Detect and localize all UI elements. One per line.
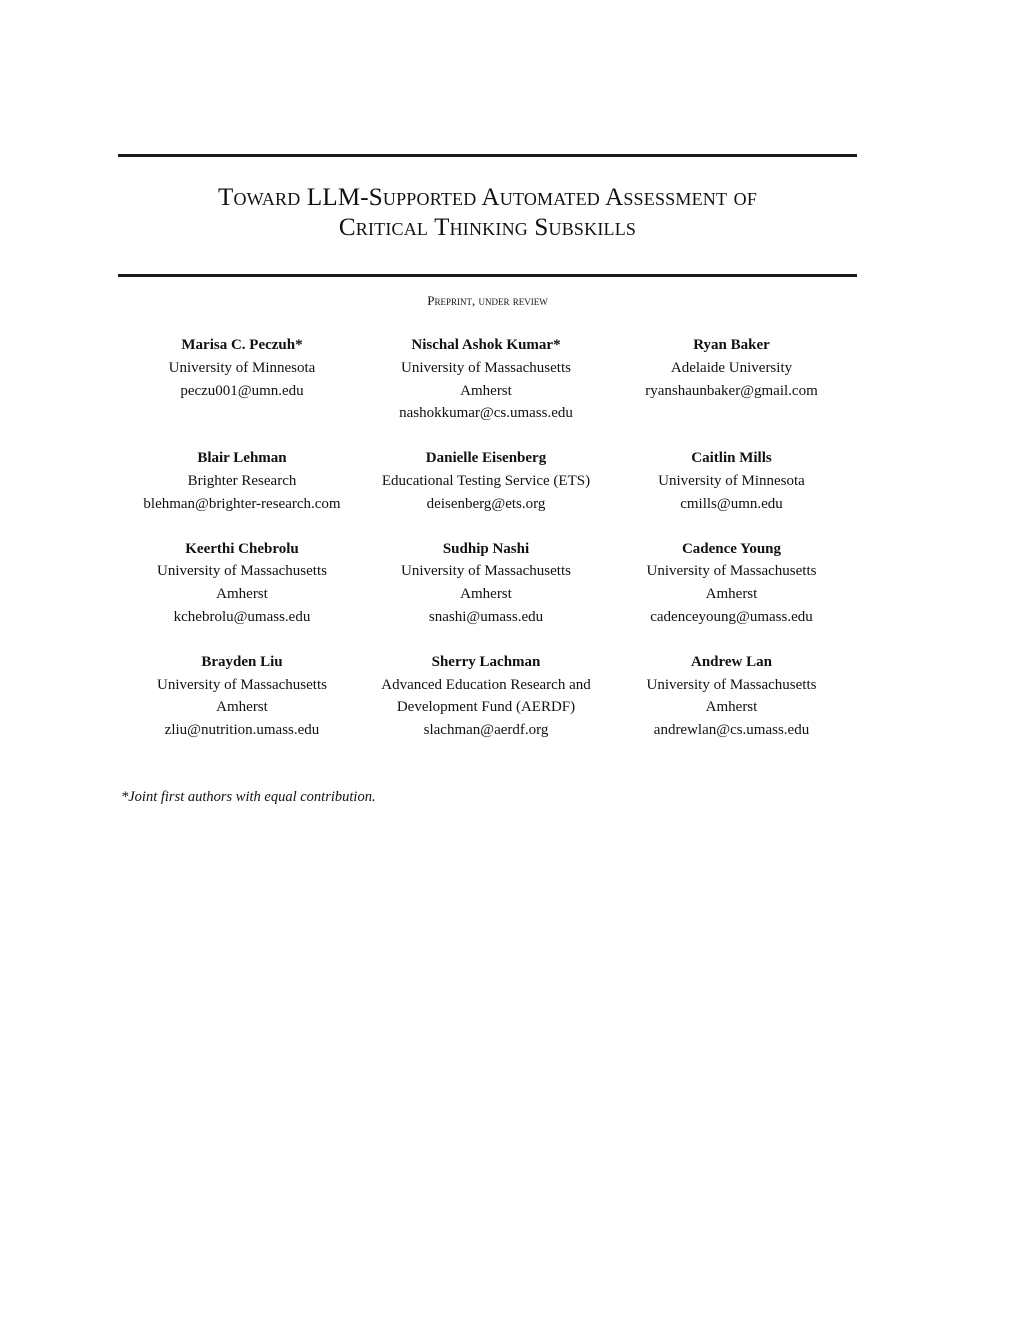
author-affiliation: University of Massachusetts <box>157 676 327 693</box>
author-affiliation: Advanced Education Research and <box>381 676 591 693</box>
author-block <box>606 651 857 742</box>
author-block <box>366 538 606 629</box>
author-block <box>118 334 366 425</box>
author-affiliation: University of Massachusetts <box>401 359 571 376</box>
author-affiliation: Educational Testing Service (ETS) <box>381 472 591 489</box>
author-email: deisenberg@ets.org <box>426 495 546 512</box>
author-block <box>366 334 606 425</box>
author-block <box>118 651 366 742</box>
author-name: Andrew Lan <box>691 653 772 670</box>
author-email: slachman@aerdf.org <box>423 722 549 739</box>
paper-title <box>118 183 857 243</box>
author-name: Cadence Young <box>681 540 782 557</box>
bottom-rule <box>118 274 857 277</box>
author-email: snashi@umass.edu <box>428 608 544 625</box>
author-affiliation: Amherst <box>705 699 758 716</box>
author-affiliation: Amherst <box>216 699 268 716</box>
author-email: kchebrolu@umass.edu <box>173 608 311 625</box>
author-email: blehman@brighter-research.com <box>143 495 341 512</box>
preprint-status: Preprint, under review <box>427 293 548 308</box>
author-affiliation: Development Fund (AERDF) <box>396 699 576 716</box>
author-email: nashokkumar@cs.umass.edu <box>399 405 573 422</box>
author-affiliation: Amherst <box>460 586 512 603</box>
author-email: andrewlan@cs.umass.edu <box>653 722 810 739</box>
author-block <box>366 651 606 742</box>
author-name: Danielle Eisenberg <box>425 450 547 467</box>
author-name: Blair Lehman <box>197 450 287 467</box>
author-affiliation: University of Massachusetts <box>646 563 817 580</box>
author-block <box>606 334 857 425</box>
author-block <box>118 538 366 629</box>
author-name: Nischal Ashok Kumar* <box>411 337 561 353</box>
author-affiliation: University of Minnesota <box>168 359 316 376</box>
author-email: zliu@nutrition.umass.edu <box>164 722 320 739</box>
author-affiliation: University of Minnesota <box>658 472 805 489</box>
author-affiliation: Amherst <box>216 586 268 603</box>
top-rule <box>118 154 857 157</box>
title-line-1: Toward LLM-Supported Automated Assessment of <box>217 184 758 211</box>
author-block <box>606 447 857 515</box>
title-line-2: Critical Thinking Subskills <box>338 214 637 241</box>
author-affiliation: Amherst <box>460 382 512 399</box>
author-email: ryanshaunbaker@gmail.com <box>645 382 818 399</box>
author-affiliation: Amherst <box>705 586 758 603</box>
author-name: Sudhip Nashi <box>442 540 530 557</box>
author-affiliation: Brighter Research <box>187 472 297 489</box>
author-affiliation: Adelaide University <box>670 359 793 376</box>
author-name: Marisa C. Peczuh* <box>181 337 303 353</box>
author-name: Sherry Lachman <box>431 653 541 670</box>
author-name: Keerthi Chebrolu <box>185 540 299 557</box>
author-email: cmills@umn.edu <box>680 495 783 512</box>
author-name: Brayden Liu <box>201 653 283 670</box>
author-affiliation: University of Massachusetts <box>157 563 327 580</box>
author-email: cadenceyoung@umass.edu <box>650 608 813 625</box>
author-block <box>606 538 857 629</box>
author-affiliation: University of Massachusetts <box>401 563 571 580</box>
footnote: *Joint first authors with equal contribution. <box>121 789 376 805</box>
author-name: Ryan Baker <box>693 337 770 353</box>
author-affiliation: University of Massachusetts <box>646 676 817 693</box>
author-block <box>118 447 366 515</box>
author-block <box>366 447 606 515</box>
author-email: peczu001@umn.edu <box>180 382 304 399</box>
author-grid <box>118 334 857 742</box>
author-name: Caitlin Mills <box>691 450 772 467</box>
